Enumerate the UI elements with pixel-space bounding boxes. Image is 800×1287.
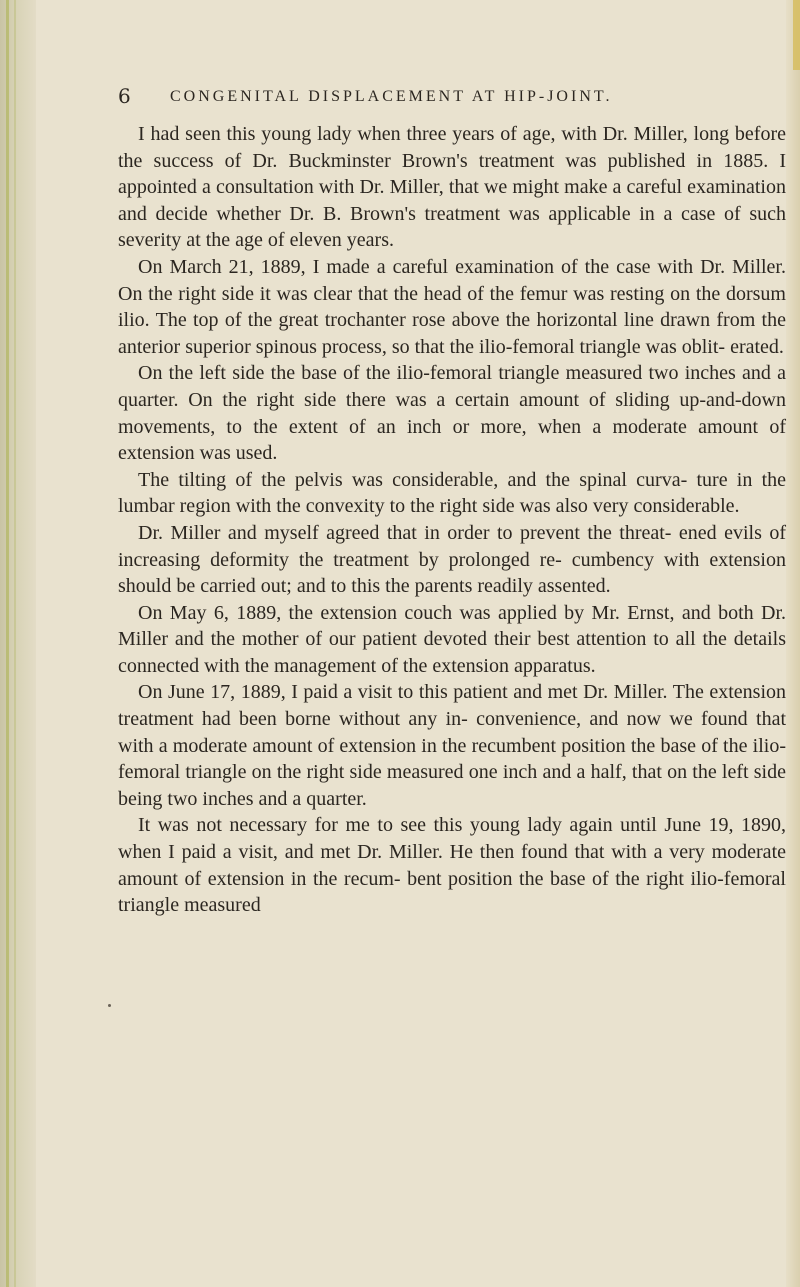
paragraph: On March 21, 1889, I made a careful examination of the case with Dr. Miller. On the right side it was clear that the head of the femur was resting on the dorsum ilio. The top of the great trochanter rose above the horizontal line drawn from the anterior superior spinous process, so that the ilio-femoral triangle was oblit- erated. <box>118 255 786 358</box>
paragraph: Dr. Miller and myself agreed that in order to prevent the threat- ened evils of increasing deformity the treatment by prolonged re- cumbency with extension should be carried out; and to this the parents readily assented. <box>118 521 786 598</box>
page-right-edge <box>786 0 800 1287</box>
book-page <box>118 80 786 919</box>
running-title: CONGENITAL DISPLACEMENT AT HIP-JOINT. <box>170 88 613 105</box>
paragraph: I had seen this young lady when three years of age, with Dr. Miller, long before the success of Dr. Buckminster Brown's treatment was published in 1885. I appointed a consultation with Dr. Miller, that we might make a careful examination and decide whether Dr. B. Brown's treatment was applicable in a case of such severity at the age of eleven years. <box>118 123 786 252</box>
binding-edge-line <box>6 0 9 1287</box>
paragraph: It was not necessary for me to see this young lady again until June 19, 1890, when I paid a visit, and met Dr. Miller. He then found that with a very moderate amount of extension in the recum- bent position the base of the right ilio-femoral triangle measured <box>118 814 786 917</box>
page-header <box>118 80 786 116</box>
paper-speck <box>108 1004 111 1007</box>
paragraph: On the left side the base of the ilio-femoral triangle measured two inches and a quarter. On the right side there was a certain amount of sliding up-and-down movements, to the extent of an inch or more, when a moderate amount of extension was used. <box>118 362 786 465</box>
binding-edge-line <box>14 0 16 1287</box>
paragraph: On May 6, 1889, the extension couch was applied by Mr. Ernst, and both Dr. Miller and the mother of our patient devoted their best attention to all the details connected with the management of the extension apparatus. <box>118 601 786 677</box>
page-edge-mark <box>793 0 800 70</box>
paragraph: The tilting of the pelvis was considerable, and the spinal curva- ture in the lumbar region with the convexity to the right side was also very considerable. <box>118 468 786 518</box>
body-text <box>118 121 786 919</box>
paragraph: On June 17, 1889, I paid a visit to this patient and met Dr. Miller. The extension treatment had been borne without any in- convenience, and now we found that with a moderate amount of extension in the recumbent position the base of the ilio-femoral triangle on the right side measured one inch and a half, that on the left side being two inches and a quarter. <box>118 681 786 810</box>
page-number: 6 <box>118 84 131 108</box>
